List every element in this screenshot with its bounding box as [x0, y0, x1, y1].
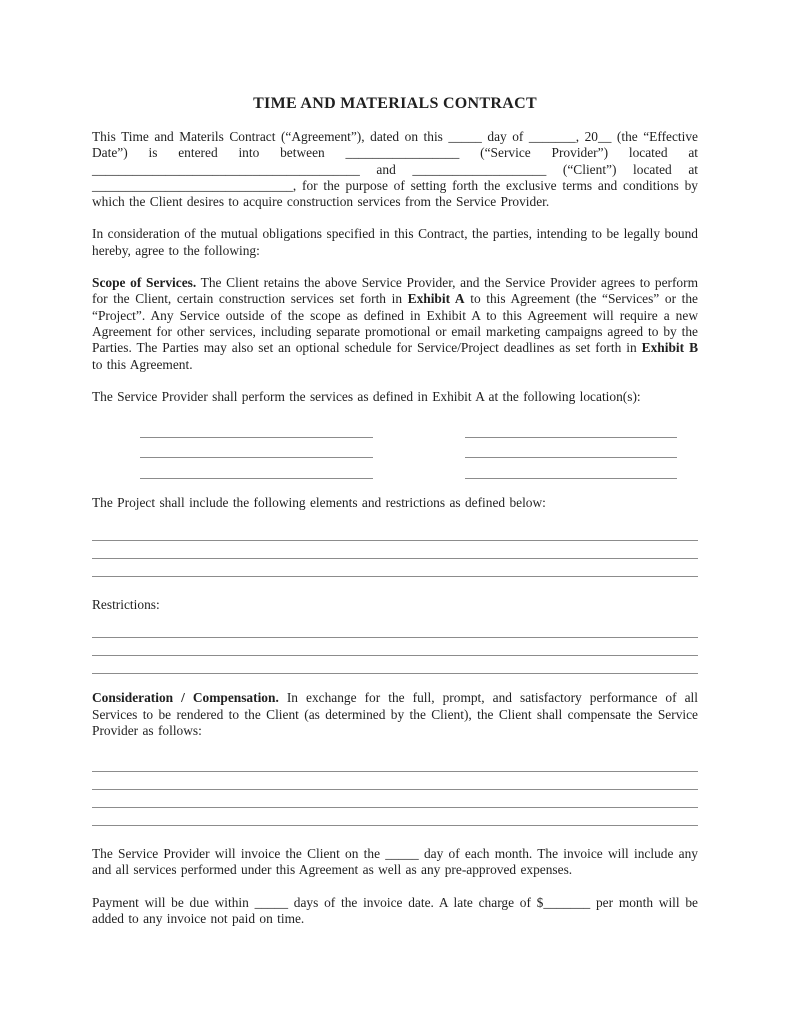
compensation-blank-lines: [92, 754, 698, 826]
compensation-paragraph: [92, 690, 698, 739]
blank-fill-line: [92, 754, 698, 772]
intro-paragraph: This Time and Materils Contract (“Agreement”), dated on this _____ day of _______, 20__ (the “Effective Date”) is entered into between _________________ (“Service Provider”) located at ________________________________________ and ____________________ (“Client”) located at ______________________________, for the purpose of setting forth the exclusive terms and conditions by which the Client desires to acquire construction services from the Service Provider.: [92, 129, 698, 210]
scope-text-1: The Client retains the above Service Provider, and the Service Provider agrees to perform for the Client, certain construction services set forth in: [92, 275, 698, 307]
invoice-paragraph: The Service Provider will invoice the Client on the _____ day of each month. The invoice will include any and all services performed under this Agreement as well as any pre-approved expenses.: [92, 846, 698, 878]
scope-of-services-paragraph: [92, 275, 698, 373]
scope-text-2: to this Agreement (the “Services” or the “Project”. Any Service outside of the scope as defined in Exhibit A to this Agreement will require a new Agreement for other services, including separate promotional or email marketing campaigns agreed to by the Parties. The Parties may also set an optional schedule for Service/Project deadlines as set forth in: [92, 291, 698, 356]
mutual-obligations-paragraph: In consideration of the mutual obligations specified in this Contract, the parties, intending to be legally bound hereby, agree to the following:: [92, 226, 698, 258]
restrictions-blank-lines: [92, 620, 698, 674]
location-blanks-left: [140, 417, 373, 479]
exhibit-b-reference: Exhibit B: [641, 340, 698, 356]
page-content: [92, 0, 698, 927]
scope-heading: Scope of Services.: [92, 275, 197, 291]
service-locations-paragraph: The Service Provider shall perform the services as defined in Exhibit A at the following location(s):: [92, 388, 641, 404]
blank-fill-line: [92, 541, 698, 559]
location-blank-columns: [92, 417, 698, 479]
blank-fill-line: [465, 438, 677, 459]
blank-fill-line: [92, 790, 698, 808]
blank-fill-line: [140, 438, 373, 459]
restrictions-label: Restrictions:: [92, 596, 160, 612]
compensation-heading: Consideration / Compensation.: [92, 690, 279, 706]
blank-fill-line: [92, 808, 698, 826]
project-elements-paragraph: The Project shall include the following elements and restrictions as defined below:: [92, 494, 546, 510]
blank-fill-line: [92, 638, 698, 656]
location-blanks-right: [465, 417, 677, 479]
document-title: TIME AND MATERIALS CONTRACT: [253, 95, 537, 112]
project-blank-lines: [92, 523, 698, 577]
scope-text-3: to this Agreement.: [92, 356, 193, 372]
blank-fill-line: [140, 458, 373, 479]
blank-fill-line: [465, 417, 677, 438]
blank-fill-line: [92, 772, 698, 790]
blank-fill-line: [140, 417, 373, 438]
blank-fill-line: [465, 458, 677, 479]
blank-fill-line: [92, 523, 698, 541]
blank-fill-line: [92, 656, 698, 674]
payment-paragraph: Payment will be due within _____ days of the invoice date. A late charge of $_______ per month will be added to any invoice not paid on time.: [92, 894, 698, 927]
blank-fill-line: [92, 559, 698, 577]
compensation-text: In exchange for the full, prompt, and satisfactory performance of all Services to be rendered to the Client (as determined by the Client), the Client shall compensate the Service Provider as follows:: [92, 690, 698, 738]
exhibit-a-reference: Exhibit A: [407, 291, 465, 307]
blank-fill-line: [92, 620, 698, 638]
